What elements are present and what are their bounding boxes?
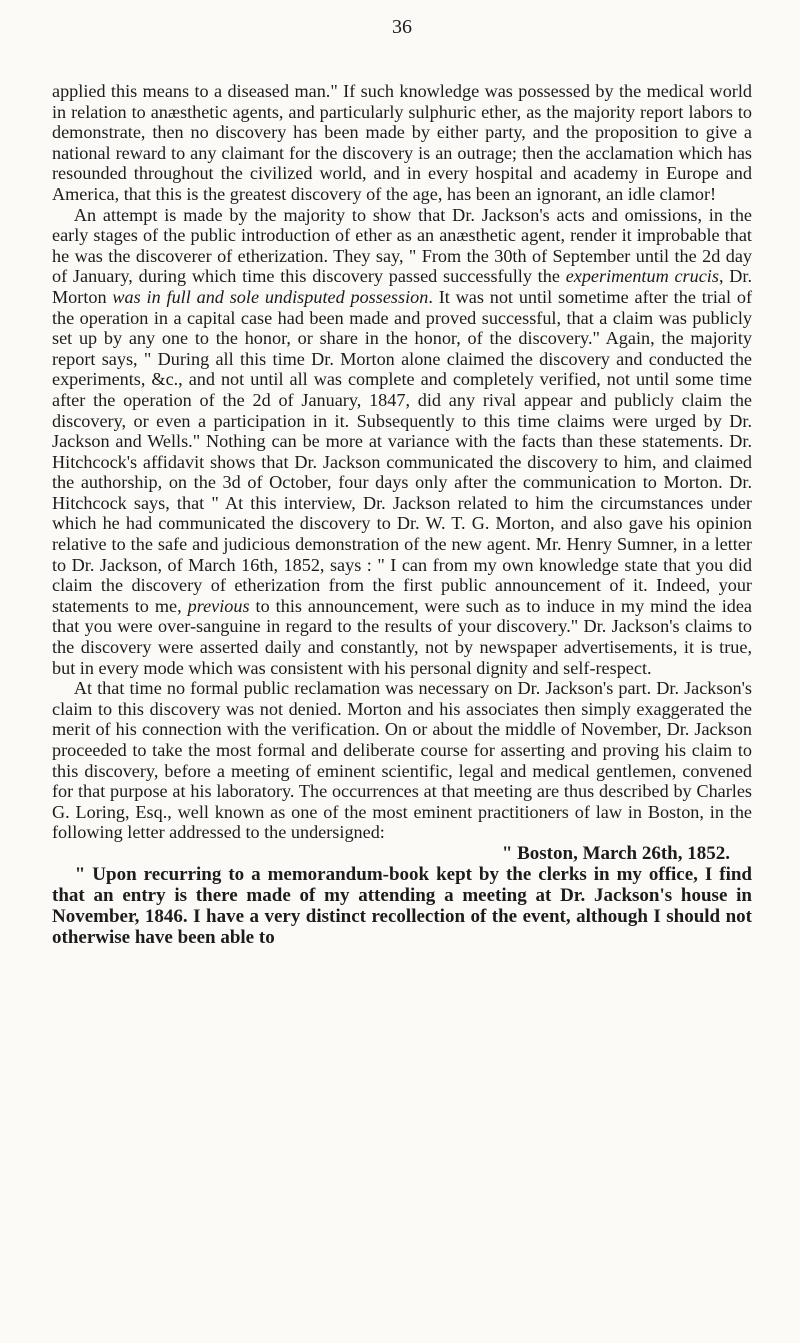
paragraph: At that time no formal public reclamation was necessary on Dr. Jackson's part. Dr. Jackson's claim to this discovery was not denied. Morton and his associates then simply exaggerated the merit of his connection with the verification. On or about the middle of November, Dr. Jackson proceeded to take the most formal and deliberate course for asserting and proving his claim to this discovery, before a meeting of eminent scientific, legal and medical gentlemen, convened for that purpose at his laboratory. The occurrences at that meeting are thus described by Charles G. Loring, Esq., well known as one of the most eminent practitioners of law in Boston, in the following letter addressed to the undersigned: — [52, 678, 752, 843]
letter-text: " Upon recurring to a memorandum-book kept by the clerks in my office, I find that an entry is there made of my attending a meeting at Dr. Jackson's house in November, 1846. I have a very distinct recollection of the event, although I should not otherwise have been able to — [52, 863, 752, 948]
page-number: 36 — [392, 16, 412, 38]
document-page — [52, 16, 752, 948]
paragraph: An attempt is made by the majority to show that Dr. Jackson's acts and omissions, in the early stages of the public introduction of ether as an anæsthetic agent, render it improbable that he was the discoverer of etherization. They say, " From the 30th of September until the 2d day of January, during which time this discovery passed successfully the experimentum crucis, Dr. Morton was in full and sole undisputed possession. It was not until sometime after the trial of the operation in a capital case had been made and proved successful, that a claim was publicly set up by any one to the honor, or share in the honor, of the discovery." Again, the majority report says, " During all this time Dr. Morton alone claimed the discovery and conducted the experiments, &c., and not until all was complete and completely verified, not until some time after the operation of the 2d of January, 1847, did any rival appear and publicly claim the discovery, or even a participation in it. Subsequently to this time claims were urged by Dr. Jackson and Wells." Nothing can be more at variance with the facts than these statements. Dr. Hitchcock's affidavit shows that Dr. Jackson communicated the discovery to him, and claimed the authorship, on the 3d of October, four days only after the communication to Morton. Dr. Hitchcock says, that " At this interview, Dr. Jackson related to him the circumstances under which he had communicated the discovery to Dr. W. T. G. Morton, and also gave his opinion relative to the safe and judicious demonstration of the new agent. Mr. Henry Sumner, in a letter to Dr. Jackson, of March 16th, 1852, says : " I can from my own knowledge state that you did claim the discovery of etherization from the first public announcement of it. Indeed, your statements to me, previous to this announcement, were such as to induce in my mind the idea that you were over-sanguine in regard to the results of your discovery." Dr. Jackson's claims to the discovery were asserted daily and constantly, not by newspaper advertisements, it is true, but in every mode which was consistent with his personal dignity and self-respect. — [52, 204, 753, 678]
italic-run: previous — [187, 595, 250, 616]
italic-run: was in full and sole undisputed possession — [112, 286, 429, 307]
letter-dateline: " Boston, March 26th, 1852. — [501, 842, 730, 864]
italic-run: experimentum crucis — [565, 266, 719, 287]
paragraph: applied this means to a diseased man." If such knowledge was possessed by the medical world in relation to anæsthetic agents, and particularly sulphuric ether, as the majority report labors to demonstrate, then no discovery has been made by either party, and the proposition to give a national reward to any claimant for the discovery is an outrage; then the acclamation which has resounded throughout the civilized world, and in every hospital and academy in Europe and America, that this is the greatest discovery of the age, has been an ignorant, an idle clamor! — [52, 81, 752, 204]
body-text — [52, 81, 752, 948]
